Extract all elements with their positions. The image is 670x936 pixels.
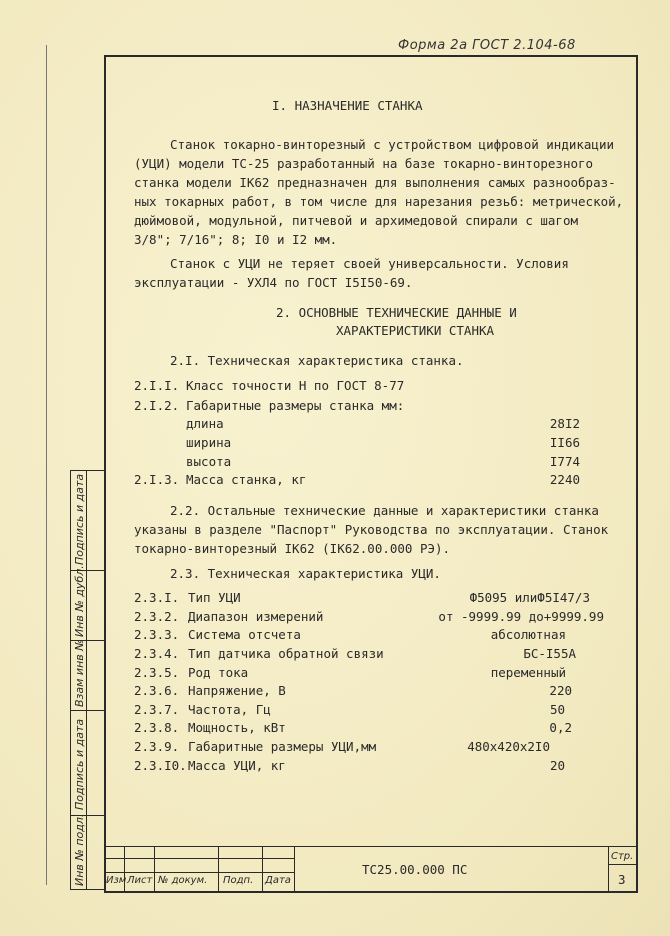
spec-value: 28I2 — [549, 416, 580, 431]
spec-label: Масса УЦИ, кг — [188, 758, 286, 773]
spec-label: Диапазон измерений — [188, 609, 324, 624]
spec-number: 2.I.I. — [134, 378, 180, 393]
text-line: 2.2. Остальные технические данные и характеристики станка — [170, 503, 599, 518]
spec-value: абсолютная — [490, 627, 566, 642]
title-block-line — [104, 858, 294, 859]
spec-number: 2.3.I0. — [134, 758, 187, 773]
spec-value: от -9999.99 до+9999.99 — [438, 609, 604, 624]
side-label-inv-podl: Инв № подл. — [73, 813, 86, 886]
document-designation: ТС25.00.000 ПС — [362, 862, 468, 877]
side-stamp-line — [70, 710, 104, 711]
spec-number: 2.3.5. — [134, 665, 180, 680]
spec-value: 220 — [549, 683, 572, 698]
side-stamp-line — [70, 889, 104, 890]
form-stamp: Форма 2а ГОСТ 2.104-68 — [398, 38, 576, 53]
spec-label: Габаритные размеры УЦИ,мм — [188, 739, 377, 754]
text-line: станка модели IК62 предназначен для выполнения самых разнообраз- — [134, 175, 616, 190]
title-block-col — [262, 846, 263, 892]
spec-value: 0,2 — [549, 720, 572, 735]
text-line: 3/8"; 7/16"; 8; I0 и I2 мм. — [134, 232, 338, 247]
spec-number: 2.3.I. — [134, 590, 180, 605]
spec-value: Ф5095 илиФ5I47/3 — [469, 590, 590, 605]
text-line: (УЦИ) модели ТС-25 разработанный на базе токарно-винторезного — [134, 156, 594, 171]
spec-number: 2.3.3. — [134, 627, 180, 642]
title-block-top-line — [104, 846, 638, 847]
sheet-number: 3 — [618, 872, 626, 887]
spec-label: длина — [186, 416, 224, 431]
side-label-vzam-inv: Взам инв № — [73, 639, 86, 707]
label-podp: Подп. — [223, 875, 254, 886]
text-line: эксплуатации - УХЛ4 по ГОСТ I5I50-69. — [134, 275, 413, 290]
section-1-title: I. НАЗНАЧЕНИЕ СТАНКА — [272, 98, 423, 113]
spec-label: Габаритные размеры станка мм: — [186, 398, 405, 413]
side-stamp-line — [70, 470, 104, 471]
spec-number: 2.I.2. — [134, 398, 180, 413]
text-line: токарно-винторезный IК62 (IК62.00.000 РЭ). — [134, 541, 451, 556]
side-label-signature-date-2: Подпись и дата — [73, 718, 86, 810]
side-stamp-divider — [86, 470, 87, 890]
spec-label: Класс точности Н по ГОСТ 8-77 — [186, 378, 405, 393]
spec-number: 2.3.2. — [134, 609, 180, 624]
label-izm: Изм — [106, 875, 127, 886]
text-line: дюймовой, модульной, питчевой и архимедовой спирали с шагом — [134, 213, 579, 228]
title-block-col — [218, 846, 219, 892]
section-2-title-line-1: 2. ОСНОВНЫЕ ТЕХНИЧЕСКИЕ ДАННЫЕ И — [276, 305, 517, 320]
subsection-2-1-title: 2.I. Техническая характеристика станка. — [170, 353, 464, 368]
spec-label: Частота, Гц — [188, 702, 271, 717]
spec-label: Система отсчета — [188, 627, 301, 642]
spec-value: переменный — [490, 665, 566, 680]
spec-label: Напряжение, В — [188, 683, 286, 698]
subsection-2-3-title: 2.3. Техническая характеристика УЦИ. — [170, 566, 441, 581]
spec-label: высота — [186, 454, 232, 469]
spec-value: 50 — [549, 702, 565, 717]
side-label-inv-dubl: Инв № дубл. — [73, 565, 86, 637]
text-line: указаны в разделе "Паспорт" Руководства по эксплуатации. Станок — [134, 522, 609, 537]
spec-value: 20 — [549, 758, 565, 773]
text-line: Станок с УЦИ не теряет своей универсальности. Условия — [170, 256, 569, 271]
spec-number: 2.3.7. — [134, 702, 180, 717]
section-2-title-line-2: ХАРАКТЕРИСТИКИ СТАНКА — [336, 323, 495, 338]
spec-label: Тип датчика обратной связи — [188, 646, 384, 661]
spec-value: 480х420х2I0 — [467, 739, 550, 754]
spec-label: ширина — [186, 435, 232, 450]
text-line: Станок токарно-винторезный с устройством цифровой индикации — [170, 137, 615, 152]
spec-number: 2.3.4. — [134, 646, 180, 661]
title-block-col — [294, 846, 295, 892]
spec-value: II66 — [549, 435, 580, 450]
label-sheet: Стр. — [611, 851, 634, 862]
title-block-col — [154, 846, 155, 892]
title-block-line — [104, 872, 294, 873]
spec-number: 2.I.3. — [134, 472, 180, 487]
spec-number: 2.3.8. — [134, 720, 180, 735]
binding-margin-line — [46, 45, 47, 885]
spec-value: 2240 — [549, 472, 580, 487]
label-dokum: № докум. — [158, 875, 208, 886]
text-line: ных токарных работ, в том числе для нарезания резьб: метрической, — [134, 194, 624, 209]
side-stamp-border — [70, 470, 71, 890]
title-block-col — [608, 846, 609, 892]
spec-label: Масса станка, кг — [186, 472, 307, 487]
spec-value: БС-I55А — [523, 646, 576, 661]
spec-label: Тип УЦИ — [188, 590, 241, 605]
label-list: Лист — [127, 875, 153, 886]
side-label-signature-date: Подпись и дата — [73, 473, 86, 565]
label-data: Дата — [265, 875, 291, 886]
spec-value: I774 — [549, 454, 580, 469]
spec-number: 2.3.6. — [134, 683, 180, 698]
spec-label: Мощность, кВт — [188, 720, 286, 735]
title-block-line — [608, 864, 638, 865]
spec-number: 2.3.9. — [134, 739, 180, 754]
spec-label: Род тока — [188, 665, 249, 680]
